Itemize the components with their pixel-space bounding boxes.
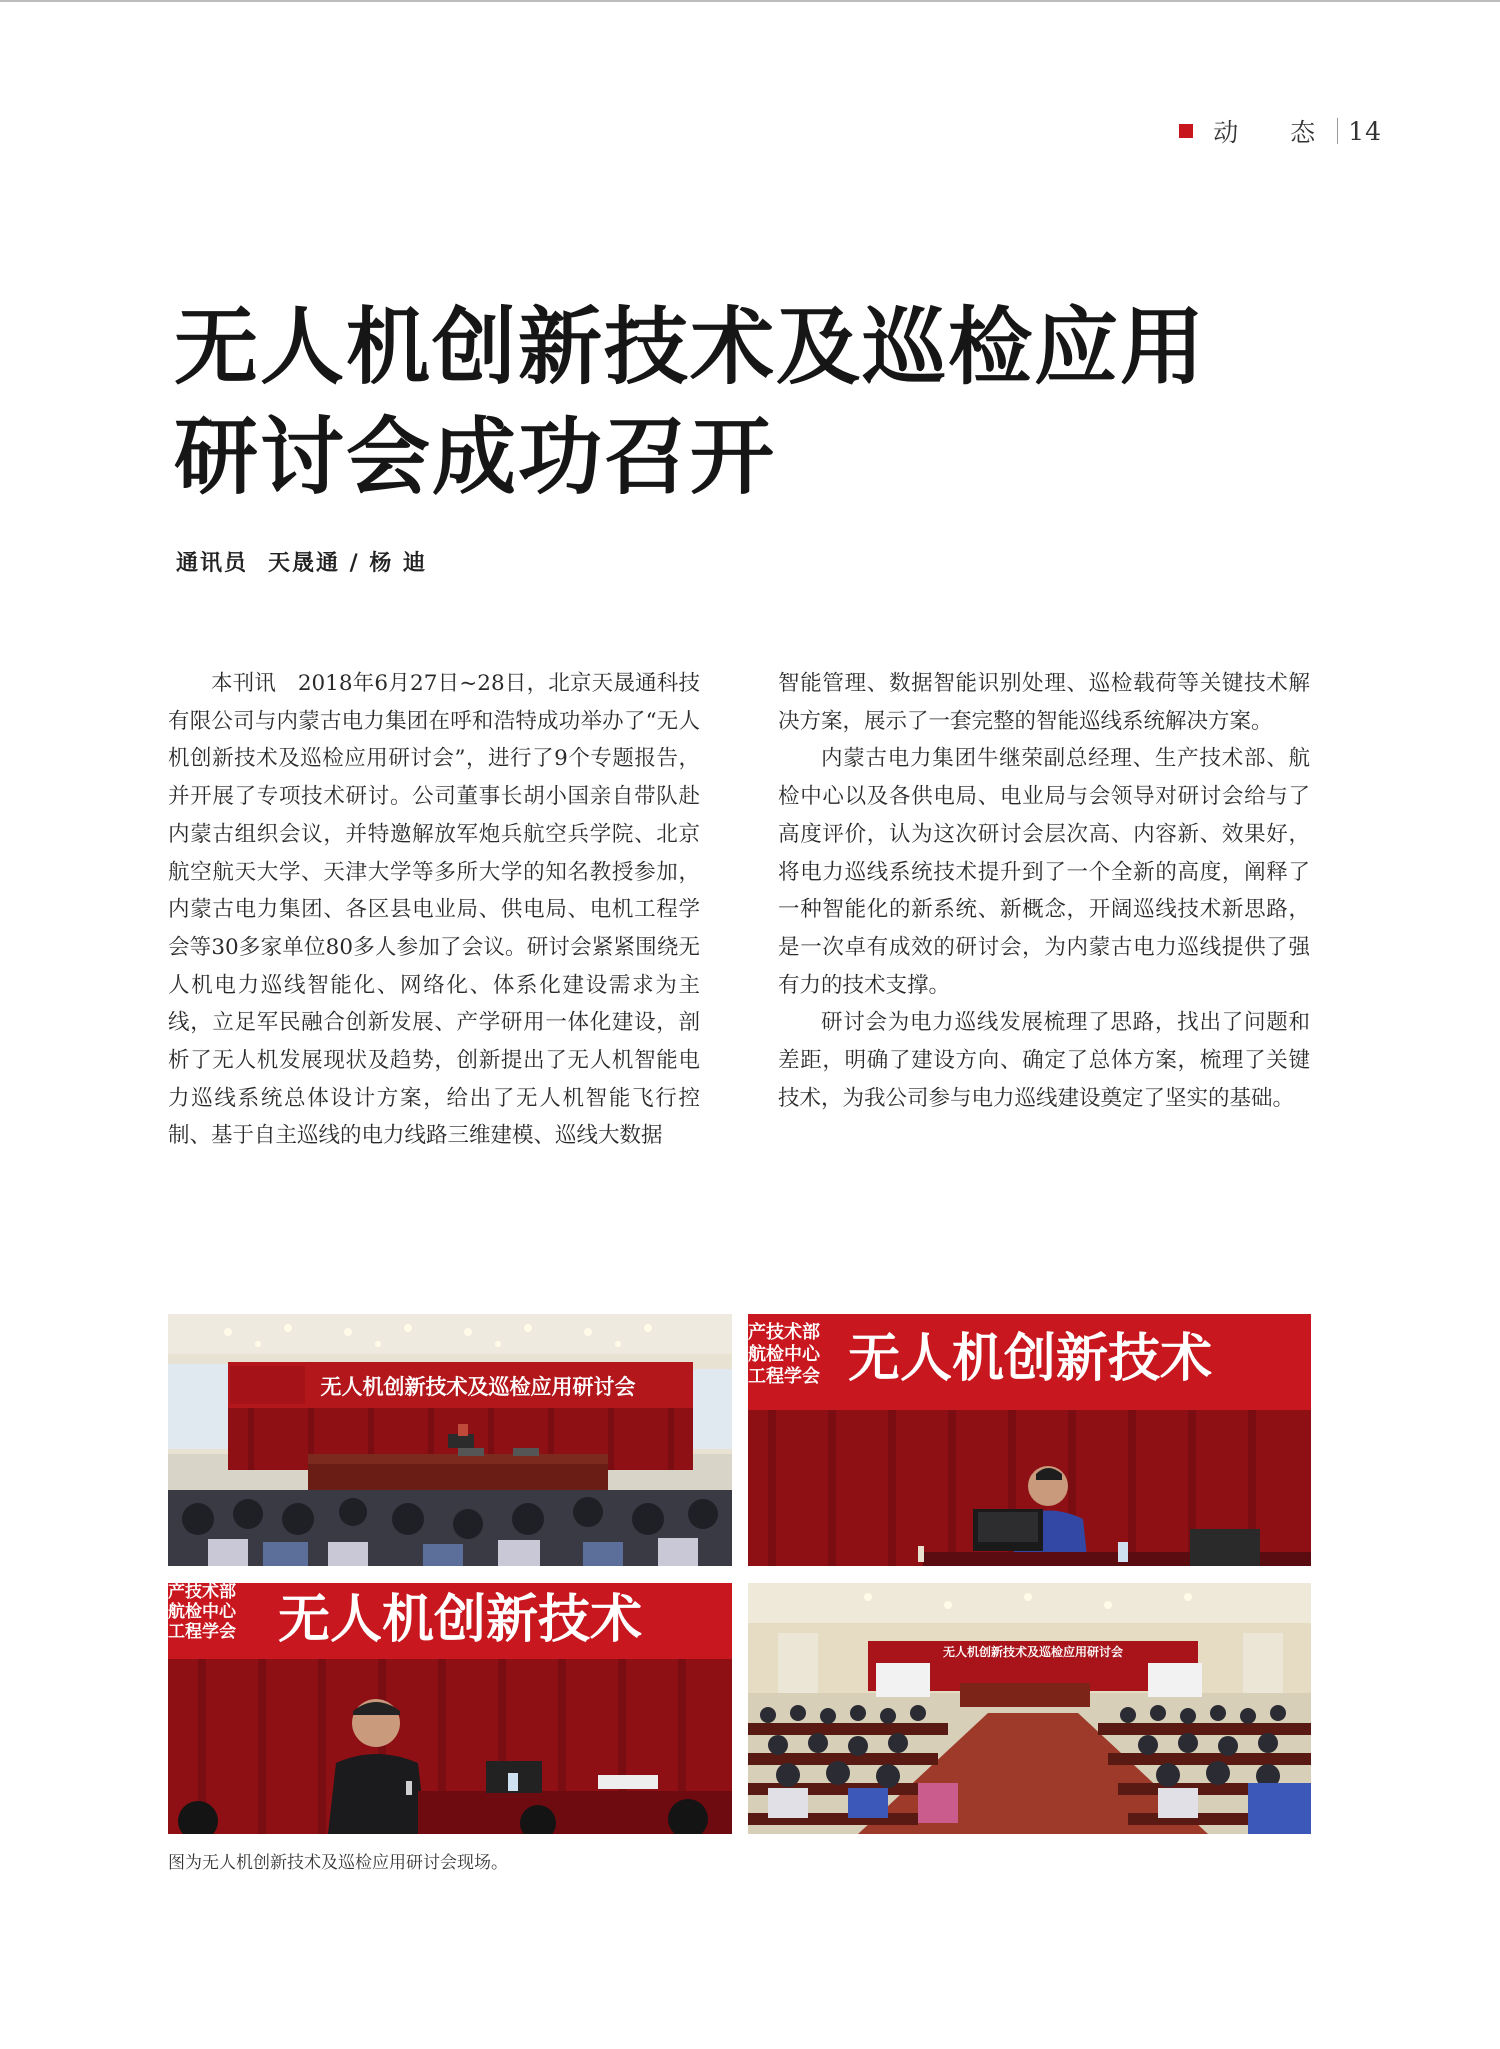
banner-side-line-3-b: 工程学会 [168,1622,236,1642]
banner-text-full: 无人机创新技术及巡检应用研讨会 [320,1375,636,1399]
banner-text-crop-b: 无人机创新技术 [278,1590,643,1650]
banner-text-crop: 无人机创新技术 [848,1329,1213,1389]
photo-caption: 图为无人机创新技术及巡检应用研讨会现场。 [168,1853,508,1873]
photo-hall-audience [748,1583,1311,1834]
byline-authors: 天晟通 / 杨 迪 [268,551,428,576]
title-line-1: 无人机创新技术及巡检应用 [174,298,1207,396]
header-divider [1337,118,1338,144]
byline [176,546,427,577]
article-column-right [778,665,1310,1117]
banner-side-line-2-b: 航检中心 [168,1602,236,1622]
banner-side-line-1-b: 产技术部 [168,1583,236,1602]
banner-side-line-1: 产技术部 [748,1322,820,1343]
section-header [1179,113,1382,149]
article-title [174,292,1374,512]
photo-standing-speaker [168,1583,732,1834]
paragraph-3: 研讨会为电力巡线发展梳理了思路，找出了问题和差距，明确了建设方向、确定了总体方案，梳理了关键技术，为我公司参与电力巡线建设奠定了坚实的基础。 [778,1010,1310,1111]
paragraph-2: 内蒙古电力集团牛继荣副总经理、生产技术部、航检中心以及各供电局、电业局与会领导对研讨会给与了高度评价，认为这次研讨会层次高、内容新、效果好，将电力巡线系统技术提升到了一个全新的高度，阐释了一种智能化的新系统、新概念，开阔巡线技术新思路，是一次卓有成效的研讨会，为内蒙古电力巡线提供了强有力的技术支撑。 [778,746,1310,998]
page-number: 14 [1348,116,1382,146]
paragraph-1: 本刊讯 2018年6月27日~28日，北京天晟通科技有限公司与内蒙古电力集团在呼和浩特成功举办了“无人机创新技术及巡检应用研讨会”，进行了9个专题报告，并开展了专项技术研讨。公司董事长胡小国亲自带队赴内蒙古组织会议，并特邀解放军炮兵航空兵学院、北京航空航天大学、天津大学等多所大学的知名教授参加，内蒙古电力集团、各区县电业局、供电局、电机工程学会等30多家单位80多人参加了会议。研讨会紧紧围绕无人机电力巡线智能化、网络化、体系化建设需求为主线，立足军民融合创新发展、产学研用一体化建设，剖析了无人机发展现状及趋势，创新提出了无人机智能电力巡线系统总体设计方案，给出了无人机智能飞行控制、基于自主巡线的电力线路三维建模、巡线大数据 [168,671,700,1149]
article-column-left [168,665,700,1155]
section-label: 动 态 [1213,118,1338,147]
banner-text-small: 无人机创新技术及巡检应用研讨会 [942,1645,1124,1659]
top-rule [0,0,1500,2]
section-marker-square [1179,124,1193,138]
byline-role: 通讯员 [176,551,249,576]
photo-speaker-laptop [748,1314,1311,1566]
photo-conference-hall-stage [168,1314,732,1566]
banner-side-line-2: 航检中心 [748,1344,820,1365]
banner-side-line-3: 工程学会 [748,1366,820,1387]
title-line-2: 研讨会成功召开 [174,408,777,506]
paragraph-1-continued: 智能管理、数据智能识别处理、巡检载荷等关键技术解决方案，展示了一套完整的智能巡线系统解决方案。 [778,671,1310,734]
